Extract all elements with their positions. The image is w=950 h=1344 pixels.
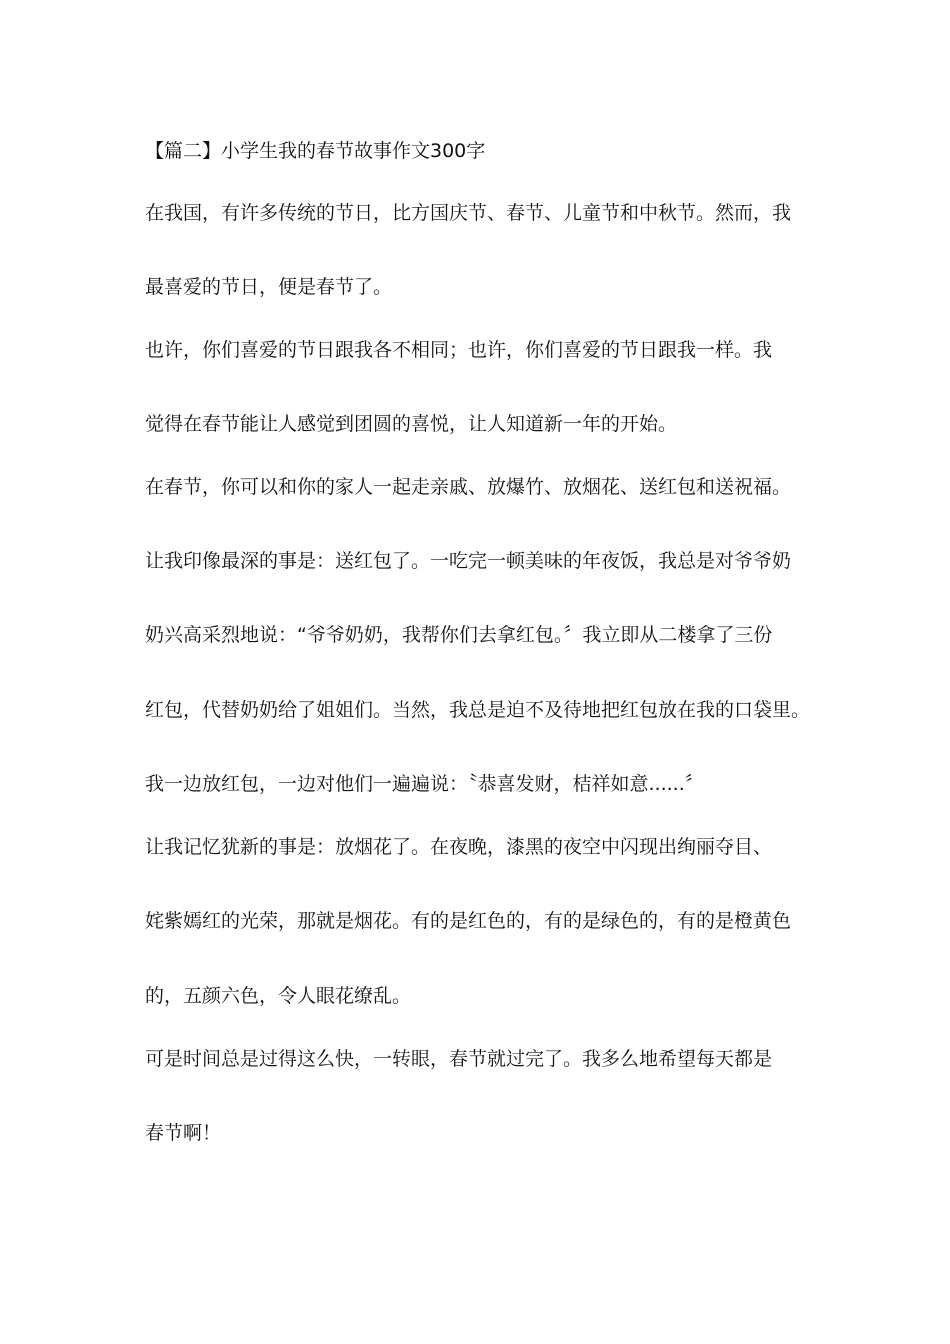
paragraph-line: 在春节，你可以和你的家人一起走亲戚、放爆竹、放烟花、送红包和送祝福。 bbox=[145, 476, 792, 498]
paragraph-line: 在我国，有许多传统的节日，比方国庆节、春节、儿童节和中秋节。然而，我 bbox=[145, 202, 792, 224]
document-title: 【篇二】小学生我的春节故事作文300字 bbox=[145, 140, 486, 162]
paragraph-line: 姹紫嫣红的光荣，那就是烟花。有的是红色的，有的是绿色的，有的是橙黄色 bbox=[145, 910, 792, 932]
paragraph-line: 奶兴高采烈地说：“爷爷奶奶，我帮你们去拿红包。〞我立即从二楼拿了三份 bbox=[145, 624, 773, 646]
paragraph-line: 我一边放红包，一边对他们一遍遍说：〝恭喜发财，桔祥如意......〞 bbox=[145, 773, 704, 795]
paragraph-line: 让我印像最深的事是：送红包了。一吃完一顿美味的年夜饭，我总是对爷爷奶 bbox=[145, 550, 792, 572]
paragraph-line: 春节啊！ bbox=[145, 1122, 222, 1144]
paragraph-line: 最喜爱的节日，便是春节了。 bbox=[145, 276, 393, 298]
paragraph-line: 觉得在春节能让人感觉到团圆的喜悦，让人知道新一年的开始。 bbox=[145, 413, 678, 435]
paragraph-line: 的，五颜六色，令人眼花缭乱。 bbox=[145, 985, 412, 1007]
paragraph-line: 让我记忆犹新的事是：放烟花了。在夜晚，漆黑的夜空中闪现出绚丽夺目、 bbox=[145, 836, 773, 858]
paragraph-line: 也许，你们喜爱的节日跟我各不相同；也许，你们喜爱的节日跟我一样。我 bbox=[145, 339, 773, 361]
paragraph-line: 可是时间总是过得这么快，一转眼，春节就过完了。我多么地希望每天都是 bbox=[145, 1048, 773, 1070]
paragraph-line: 红包，代替奶奶给了姐姐们。当然，我总是迫不及待地把红包放在我的口袋里。 bbox=[145, 699, 811, 721]
